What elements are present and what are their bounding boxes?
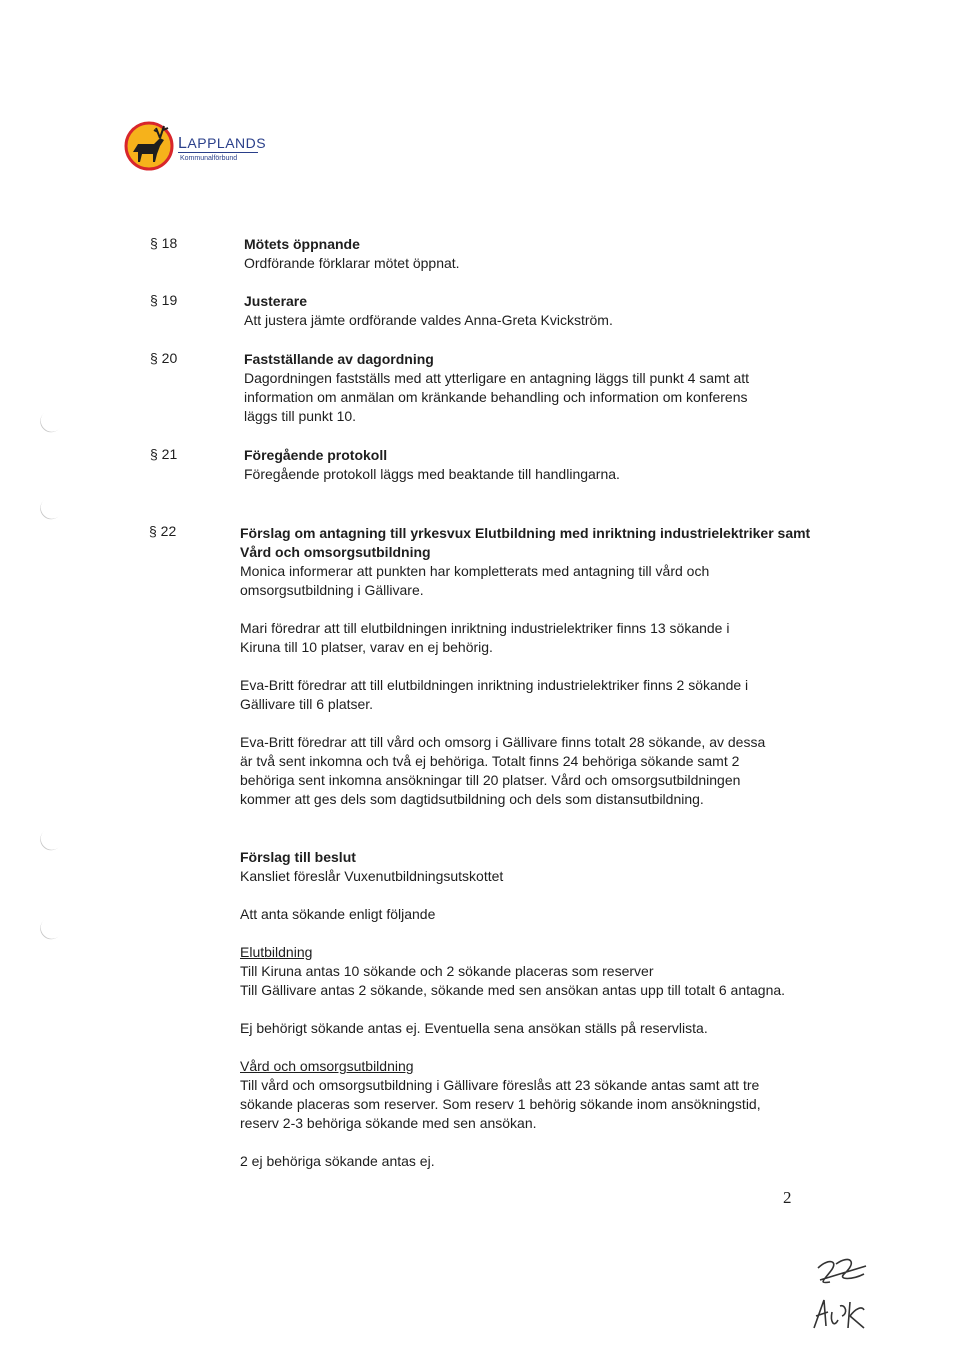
section-20 bbox=[244, 350, 804, 426]
paragraph-text: reserv 2-3 behöriga sökande med sen ansökan. bbox=[240, 1115, 537, 1131]
section-text: Dagordningen fastställs med att ytterligare en antagning läggs till punkt 4 samt att bbox=[244, 370, 750, 386]
paragraph-text: behöriga sent inkomna ansökningar till 20 platser. Vård och omsorgsutbildningen bbox=[240, 772, 741, 788]
section-title: Mötets öppnande bbox=[244, 236, 360, 252]
section-text: läggs till punkt 10. bbox=[244, 408, 357, 424]
paragraph-text: Till vård och omsorgsutbildning i Gällivare föreslås att 23 sökande antas samt att tre bbox=[240, 1077, 760, 1093]
proposal-title: Förslag till beslut bbox=[240, 849, 356, 865]
paragraph-text: Gällivare till 6 platser. bbox=[240, 696, 374, 712]
section-title: Vård och omsorgsutbildning bbox=[240, 544, 431, 560]
section-title: Justerare bbox=[244, 293, 308, 309]
paragraph-text: kommer att ges dels som dagtidsutbildning och dels som distansutbildning. bbox=[240, 791, 704, 807]
page-number: 2 bbox=[783, 1188, 792, 1207]
section-number-18: § 18 bbox=[150, 235, 178, 251]
section-number-21: § 21 bbox=[150, 446, 178, 462]
paragraph-text: Mari föredrar att till elutbildningen inriktning industrielektriker finns 13 sökande i bbox=[240, 620, 730, 636]
section-19 bbox=[244, 292, 804, 330]
paragraph-text: sökande placeras som reserver. Som reserv 1 behörig sökande inom ansökningstid, bbox=[240, 1096, 761, 1112]
section-text: Att justera jämte ordförande valdes Anna-Greta Kvickström. bbox=[244, 312, 613, 328]
section-21 bbox=[244, 446, 804, 484]
paragraph-text: Kiruna till 10 platser, varav en ej behörig. bbox=[240, 639, 493, 655]
section-number-22: § 22 bbox=[149, 523, 177, 539]
paragraph-text: Eva-Britt föredrar att till vård och omsorg i Gällivare finns totalt 28 sökande, av dessa bbox=[240, 734, 766, 750]
vard-heading: Vård och omsorgsutbildning bbox=[240, 1058, 414, 1074]
section-18 bbox=[244, 235, 804, 273]
section-number-19: § 19 bbox=[150, 292, 178, 308]
paragraph-text: Ej behörigt sökande antas ej. Eventuella sena ansökan ställs på reservlista. bbox=[240, 1020, 708, 1036]
paragraph-text: Till Kiruna antas 10 sökande och 2 sökande placeras som reserver bbox=[240, 963, 654, 979]
paragraph-text: omsorgsutbildning i Gällivare. bbox=[240, 582, 424, 598]
proposal-text: Kansliet föreslår Vuxenutbildningsutskottet bbox=[240, 868, 504, 884]
paragraph-text: är två sent inkomna och två ej behöriga. Totalt finns 24 behöriga sökande samt 2 bbox=[240, 753, 740, 769]
logo-underline bbox=[178, 152, 258, 153]
section-title: Fastställande av dagordning bbox=[244, 351, 434, 367]
lapplands-logo bbox=[124, 118, 284, 176]
logo-subtitle: Kommunalförbund bbox=[180, 155, 238, 162]
section-title: Förslag om antagning till yrkesvux Elutbildning med inriktning industrielektriker samt bbox=[240, 525, 811, 541]
paragraph-text: Till Gällivare antas 2 sökande, sökande med sen ansökan antas upp till totalt 6 antagna. bbox=[240, 982, 786, 998]
logo-name: LAPPLANDS bbox=[178, 135, 267, 152]
punch-hole-mark bbox=[36, 405, 68, 437]
paragraph-text: Eva-Britt föredrar att till elutbildningen inriktning industrielektriker finns 2 sökande i bbox=[240, 677, 749, 693]
paragraph-text: Monica informerar att punkten har kompletterats med antagning till vård och bbox=[240, 563, 710, 579]
section-text: information om anmälan om kränkande behandling och information om konferens bbox=[244, 389, 748, 405]
section-number-20: § 20 bbox=[150, 350, 178, 366]
paragraph-text: 2 ej behöriga sökande antas ej. bbox=[240, 1153, 435, 1169]
section-text: Ordförande förklarar mötet öppnat. bbox=[244, 255, 460, 271]
section-title: Föregående protokoll bbox=[244, 447, 388, 463]
reindeer-logo-icon bbox=[124, 118, 174, 176]
elutbildning-heading: Elutbildning bbox=[240, 944, 313, 960]
punch-hole-mark bbox=[36, 912, 68, 944]
punch-hole-mark bbox=[36, 492, 68, 524]
section-text: Föregående protokoll läggs med beaktande till handlingarna. bbox=[244, 466, 620, 482]
adopt-text: Att anta sökande enligt följande bbox=[240, 906, 436, 922]
section-22 bbox=[240, 524, 840, 809]
proposal-block bbox=[240, 848, 840, 1171]
punch-hole-mark bbox=[36, 823, 68, 855]
handwritten-initials-signature bbox=[800, 1250, 880, 1340]
